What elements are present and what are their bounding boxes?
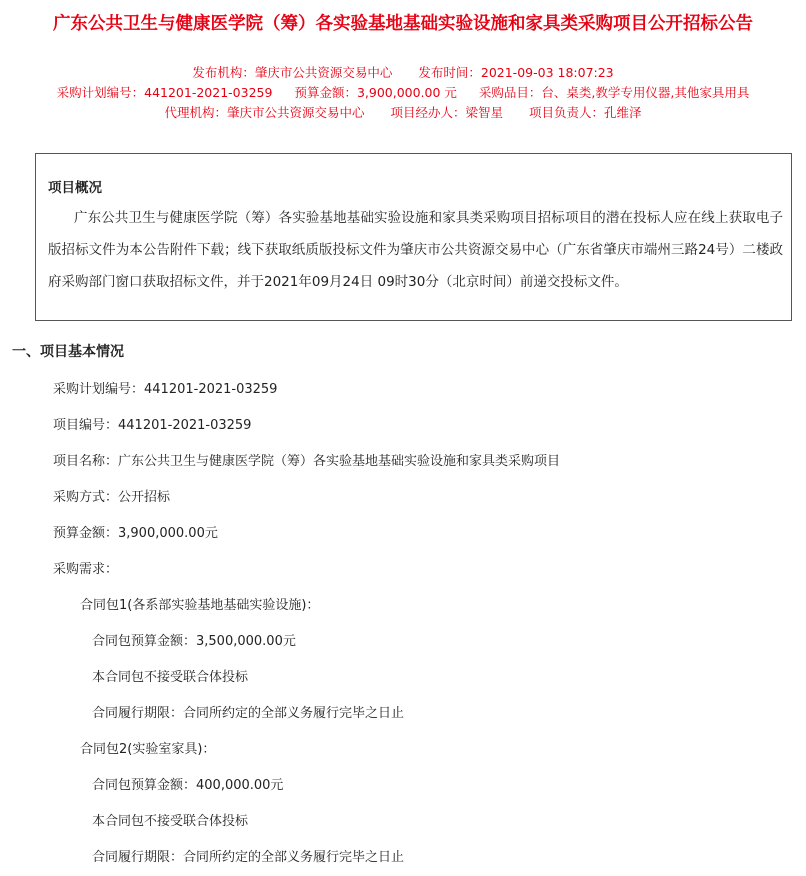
overview-box <box>35 153 792 321</box>
package-1-title: 合同包1(各系部实验基地基础实验设施)： <box>80 598 320 613</box>
project-handler: 项目经办人：梁智星 <box>390 105 503 120</box>
plan-number-line: 采购计划编号：441201-2021-03259 <box>53 382 278 397</box>
publish-time: 发布时间：2021-09-03 18:07:23 <box>418 65 614 80</box>
package-2-title: 合同包2(实验室家具)： <box>80 742 216 757</box>
project-name-line: 项目名称：广东公共卫生与健康医学院（筹）各实验基地基础实验设施和家具类采购项目 <box>53 454 561 469</box>
publisher: 发布机构：肇庆市公共资源交易中心 <box>192 65 393 80</box>
plan-number: 采购计划编号：441201-2021-03259 <box>56 85 273 100</box>
package-2-consortium: 本合同包不接受联合体投标 <box>92 814 249 829</box>
package-1-budget: 合同包预算金额：3,500,000.00元 <box>92 634 296 649</box>
package-1-term: 合同履行期限：合同所约定的全部义务履行完毕之日止 <box>92 706 405 721</box>
package-2-budget: 合同包预算金额：400,000.00元 <box>92 778 284 793</box>
budget-line: 预算金额：3,900,000.00元 <box>53 526 218 541</box>
section-heading-basic-info: 一、项目基本情况 <box>12 344 124 360</box>
page-title: 广东公共卫生与健康医学院（筹）各实验基地基础实验设施和家具类采购项目公开招标公告 <box>53 14 753 34</box>
budget-amount: 预算金额：3,900,000.00 元 <box>294 85 457 100</box>
overview-paragraph: 广东公共卫生与健康医学院（筹）各实验基地基础实验设施和家具类采购项目招标项目的潜在投标人应在线上获取电子版招标文件为本公告附件下载；线下获取纸质版投标文件为肇庆市公共资源交易中心（广东省肇庆市端州三路24号）二楼政府采购部门窗口获取招标文件，并于2021年09月24日 09时30分（北京时间）前递交投标文件。 <box>48 210 783 290</box>
package-1-consortium: 本合同包不接受联合体投标 <box>92 670 249 685</box>
procurement-items: 采购品目：台、桌类,教学专用仪器,其他家具用具 <box>478 85 750 100</box>
meta-row-3 <box>0 103 806 121</box>
project-manager: 项目负责人：孔维泽 <box>529 105 642 120</box>
procurement-method-line: 采购方式：公开招标 <box>53 490 171 505</box>
package-2-term: 合同履行期限：合同所约定的全部义务履行完毕之日止 <box>92 850 405 865</box>
overview-heading: 项目概况 <box>48 180 102 196</box>
meta-row-2 <box>0 83 806 101</box>
agency: 代理机构：肇庆市公共资源交易中心 <box>164 105 365 120</box>
demand-line: 采购需求： <box>53 562 119 577</box>
project-number-line: 项目编号：441201-2021-03259 <box>53 418 252 433</box>
meta-row-1 <box>0 63 806 81</box>
